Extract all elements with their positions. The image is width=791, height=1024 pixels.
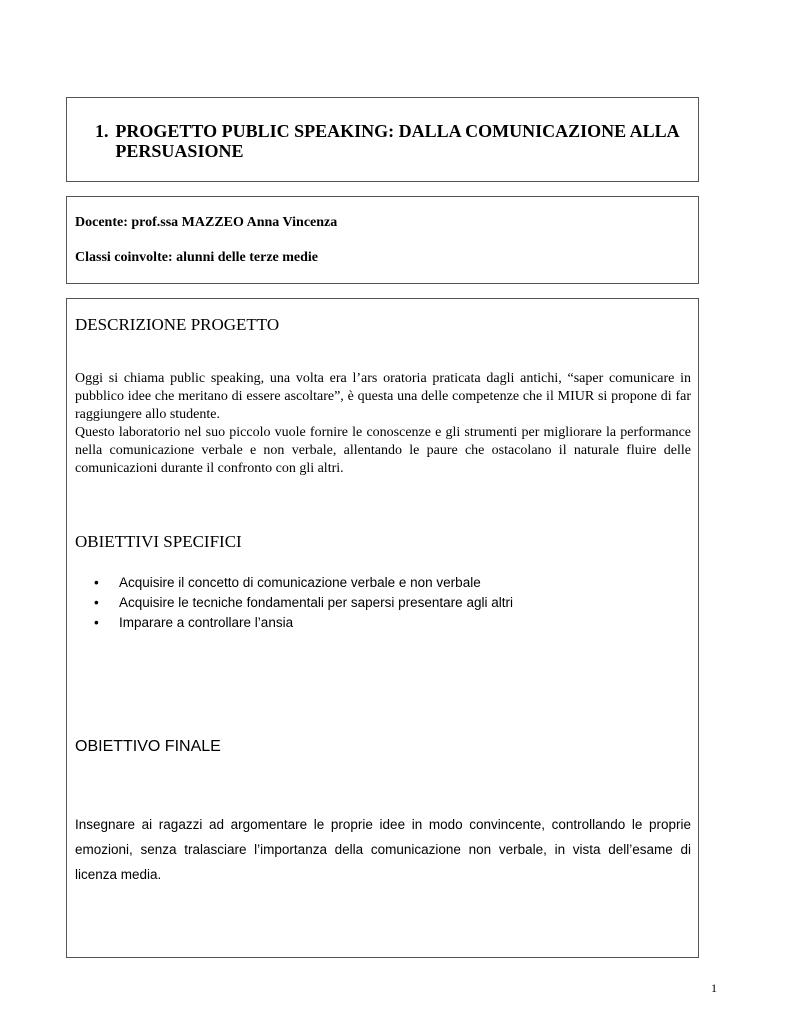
classi-line: Classi coinvolte: alunni delle terze medie [75, 250, 319, 265]
obiettivi-heading: OBIETTIVI SPECIFICI [75, 532, 242, 551]
finale-heading: OBIETTIVO FINALE [75, 738, 221, 755]
bullet-icon: • [94, 575, 99, 590]
bullet-icon: • [94, 595, 99, 610]
descrizione-heading: DESCRIZIONE PROGETTO [75, 315, 280, 334]
title-box [66, 97, 699, 182]
list-item [89, 613, 513, 633]
descrizione-paragraph-2: Questo laboratorio nel suo piccolo vuole fornire le conoscenze e gli strumenti per migliorare la performance nella comunicazione verbale e non verbale, allentando le paure che ostacolano il naturale fluire delle comunicazioni durante il confronto con gli altri. [75, 425, 691, 476]
page-title: PROGETTO PUBLIC SPEAKING: DALLA COMUNICAZIONE ALLA PERSUASIONE [115, 121, 679, 161]
list-item-text: Acquisire il concetto di comunicazione verbale e non verbale [119, 575, 481, 590]
docente-line: Docente: prof.ssa MAZZEO Anna Vincenza [75, 215, 338, 230]
finale-text: Insegnare ai ragazzi ad argomentare le proprie idee in modo convincente, controllando le proprie emozioni, senza tralasciare l’importanza della comunicazione non verbale, in vista dell’esame di licenza media. [75, 817, 691, 882]
obiettivi-list [89, 573, 513, 633]
main-box [66, 298, 699, 958]
list-item [89, 573, 513, 593]
bullet-icon: • [94, 615, 99, 630]
descrizione-text [75, 370, 691, 478]
info-box [66, 196, 699, 284]
title-row [95, 121, 684, 161]
list-item-text: Imparare a controllare l’ansia [119, 615, 294, 630]
descrizione-paragraph-1: Oggi si chiama public speaking, una volta era l’ars oratoria praticata dagli antichi, “saper comunicare in pubblico idee che meritano di essere ascoltare”, è questa una delle competenze che il MIUR si propone di far raggiungere allo studente. [75, 371, 691, 422]
page-number: 1 [711, 981, 717, 995]
title-number: 1. [95, 121, 109, 141]
list-item-text: Acquisire le tecniche fondamentali per sapersi presentare agli altri [119, 595, 513, 610]
list-item [89, 593, 513, 613]
